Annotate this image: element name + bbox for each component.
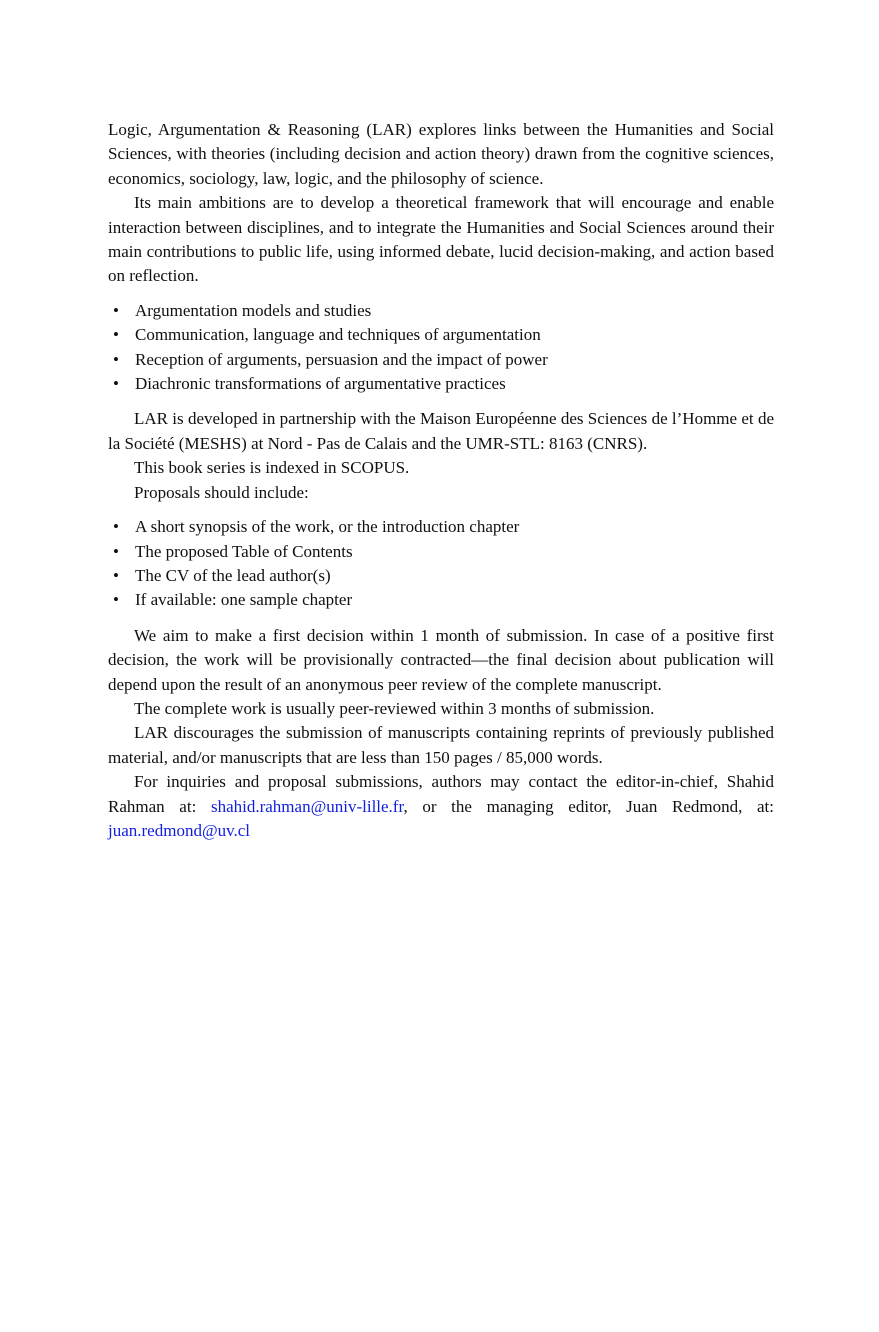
paragraph-decision-process: We aim to make a first decision within 1 month of submission. In case of a positive first decision, the work will be provisionally contracted—the final decision about publication will depend upon the result of an anonymous peer review of the complete manuscript.: [108, 625, 774, 694]
list-item: • Communication, language and techniques of argumentation: [108, 323, 774, 347]
list-item: • Argumentation models and studies: [108, 299, 774, 323]
proposal-requirements-list: [108, 515, 774, 613]
paragraph-contact: [108, 770, 774, 843]
contact-text-before-editor-email: For inquiries and proposal submissions, authors may contact the editor-in-chief, Shahid Rahman at:: [108, 772, 774, 816]
paragraph-series-ambitions: Its main ambitions are to develop a theoretical framework that will encourage and enable interaction between disciplines, and to integrate the Humanities and Social Sciences around their main contributions to public life, using informed debate, lucid decision-making, and action based on reflection.: [108, 193, 774, 286]
paragraph-proposals-intro: Proposals should include:: [134, 482, 309, 502]
paragraph-series-intro: Logic, Argumentation & Reasoning (LAR) explores links between the Humanities and Social Sciences, with theories (including decision and action theory) drawn from the cognitive sciences, economics, sociology, law, logic, and the philosophy of science.: [108, 120, 774, 188]
list-item: • Diachronic transformations of argumentative practices: [108, 372, 774, 396]
paragraph-indexing: This book series is indexed in SCOPUS.: [134, 458, 410, 478]
managing-editor-email-link[interactable]: juan.redmond@uv.cl: [108, 820, 251, 840]
editor-in-chief-email-link[interactable]: shahid.rahman@univ-lille.fr: [210, 796, 404, 816]
paragraph-partnership: LAR is developed in partnership with the Maison Européenne des Sciences de l’Homme et de la Société (MESHS) at Nord - Pas de Calais and the UMR-STL: 8163 (CNRS).: [108, 409, 774, 453]
text-block: [108, 118, 774, 843]
topics-list: [108, 299, 774, 397]
paragraph-review-time: The complete work is usually peer-reviewed within 3 months of submission.: [134, 698, 655, 718]
list-item: • Reception of arguments, persuasion and the impact of power: [108, 348, 774, 372]
list-item: • The CV of the lead author(s): [108, 564, 774, 588]
list-item: • If available: one sample chapter: [108, 588, 774, 612]
list-item: • A short synopsis of the work, or the introduction chapter: [108, 515, 774, 539]
list-item: • The proposed Table of Contents: [108, 540, 774, 564]
paragraph-submission-policy: LAR discourages the submission of manuscripts containing reprints of previously published material, and/or manuscripts that are less than 150 pages / 85,000 words.: [108, 723, 774, 767]
contact-text-between-emails: , or the managing editor, Juan Redmond, at:: [403, 796, 774, 816]
